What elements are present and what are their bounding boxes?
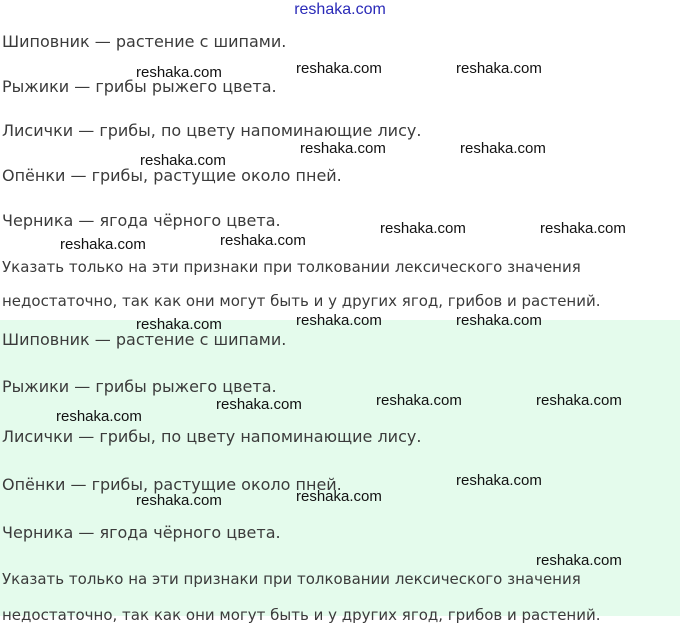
watermark: reshaka.com — [140, 152, 226, 169]
site-header-watermark: reshaka.com — [294, 1, 386, 18]
watermark: reshaka.com — [456, 472, 542, 489]
watermark: reshaka.com — [536, 392, 622, 409]
watermark: reshaka.com — [60, 236, 146, 253]
text-line-6: Указать только на эти признаки при толковании лексического значения — [2, 570, 581, 588]
text-line-7: недостаточно, так как они могут быть и у других ягод, грибов и растений. — [2, 606, 601, 624]
text-line-3: Лисички — грибы, по цвету напоминающие лису. — [2, 427, 422, 446]
watermark: reshaka.com — [216, 396, 302, 413]
watermark: reshaka.com — [220, 232, 306, 249]
watermark: reshaka.com — [300, 140, 386, 157]
text-line-1: Шиповник — растение с шипами. — [2, 330, 287, 349]
text-line-5: Черника — ягода чёрного цвета. — [2, 523, 281, 542]
text-line-2: Рыжики — грибы рыжего цвета. — [2, 377, 277, 396]
text-line-4: Опёнки — грибы, растущие около пней. — [2, 166, 342, 185]
text-line-3: Лисички — грибы, по цвету напоминающие лису. — [2, 121, 422, 140]
text-line-4: Опёнки — грибы, растущие около пней. — [2, 475, 342, 494]
watermark: reshaka.com — [296, 488, 382, 505]
watermark: reshaka.com — [376, 392, 462, 409]
answer-block-highlighted — [0, 312, 680, 624]
watermark: reshaka.com — [456, 312, 542, 329]
text-line-2: Рыжики — грибы рыжего цвета. — [2, 77, 277, 96]
watermark: reshaka.com — [136, 492, 222, 509]
watermark: reshaka.com — [540, 220, 626, 237]
watermark: reshaka.com — [56, 408, 142, 425]
text-line-1: Шиповник — растение с шипами. — [2, 32, 287, 51]
text-line-6: Указать только на эти признаки при толковании лексического значения — [2, 258, 581, 276]
watermark: reshaka.com — [380, 220, 466, 237]
watermark: reshaka.com — [296, 60, 382, 77]
watermark: reshaka.com — [460, 140, 546, 157]
watermark: reshaka.com — [136, 64, 222, 81]
watermark: reshaka.com — [456, 60, 542, 77]
text-line-7: недостаточно, так как они могут быть и у других ягод, грибов и растений. — [2, 292, 601, 310]
watermark: reshaka.com — [136, 316, 222, 333]
watermark: reshaka.com — [296, 312, 382, 329]
watermark: reshaka.com — [536, 552, 622, 569]
text-line-5: Черника — ягода чёрного цвета. — [2, 211, 281, 230]
